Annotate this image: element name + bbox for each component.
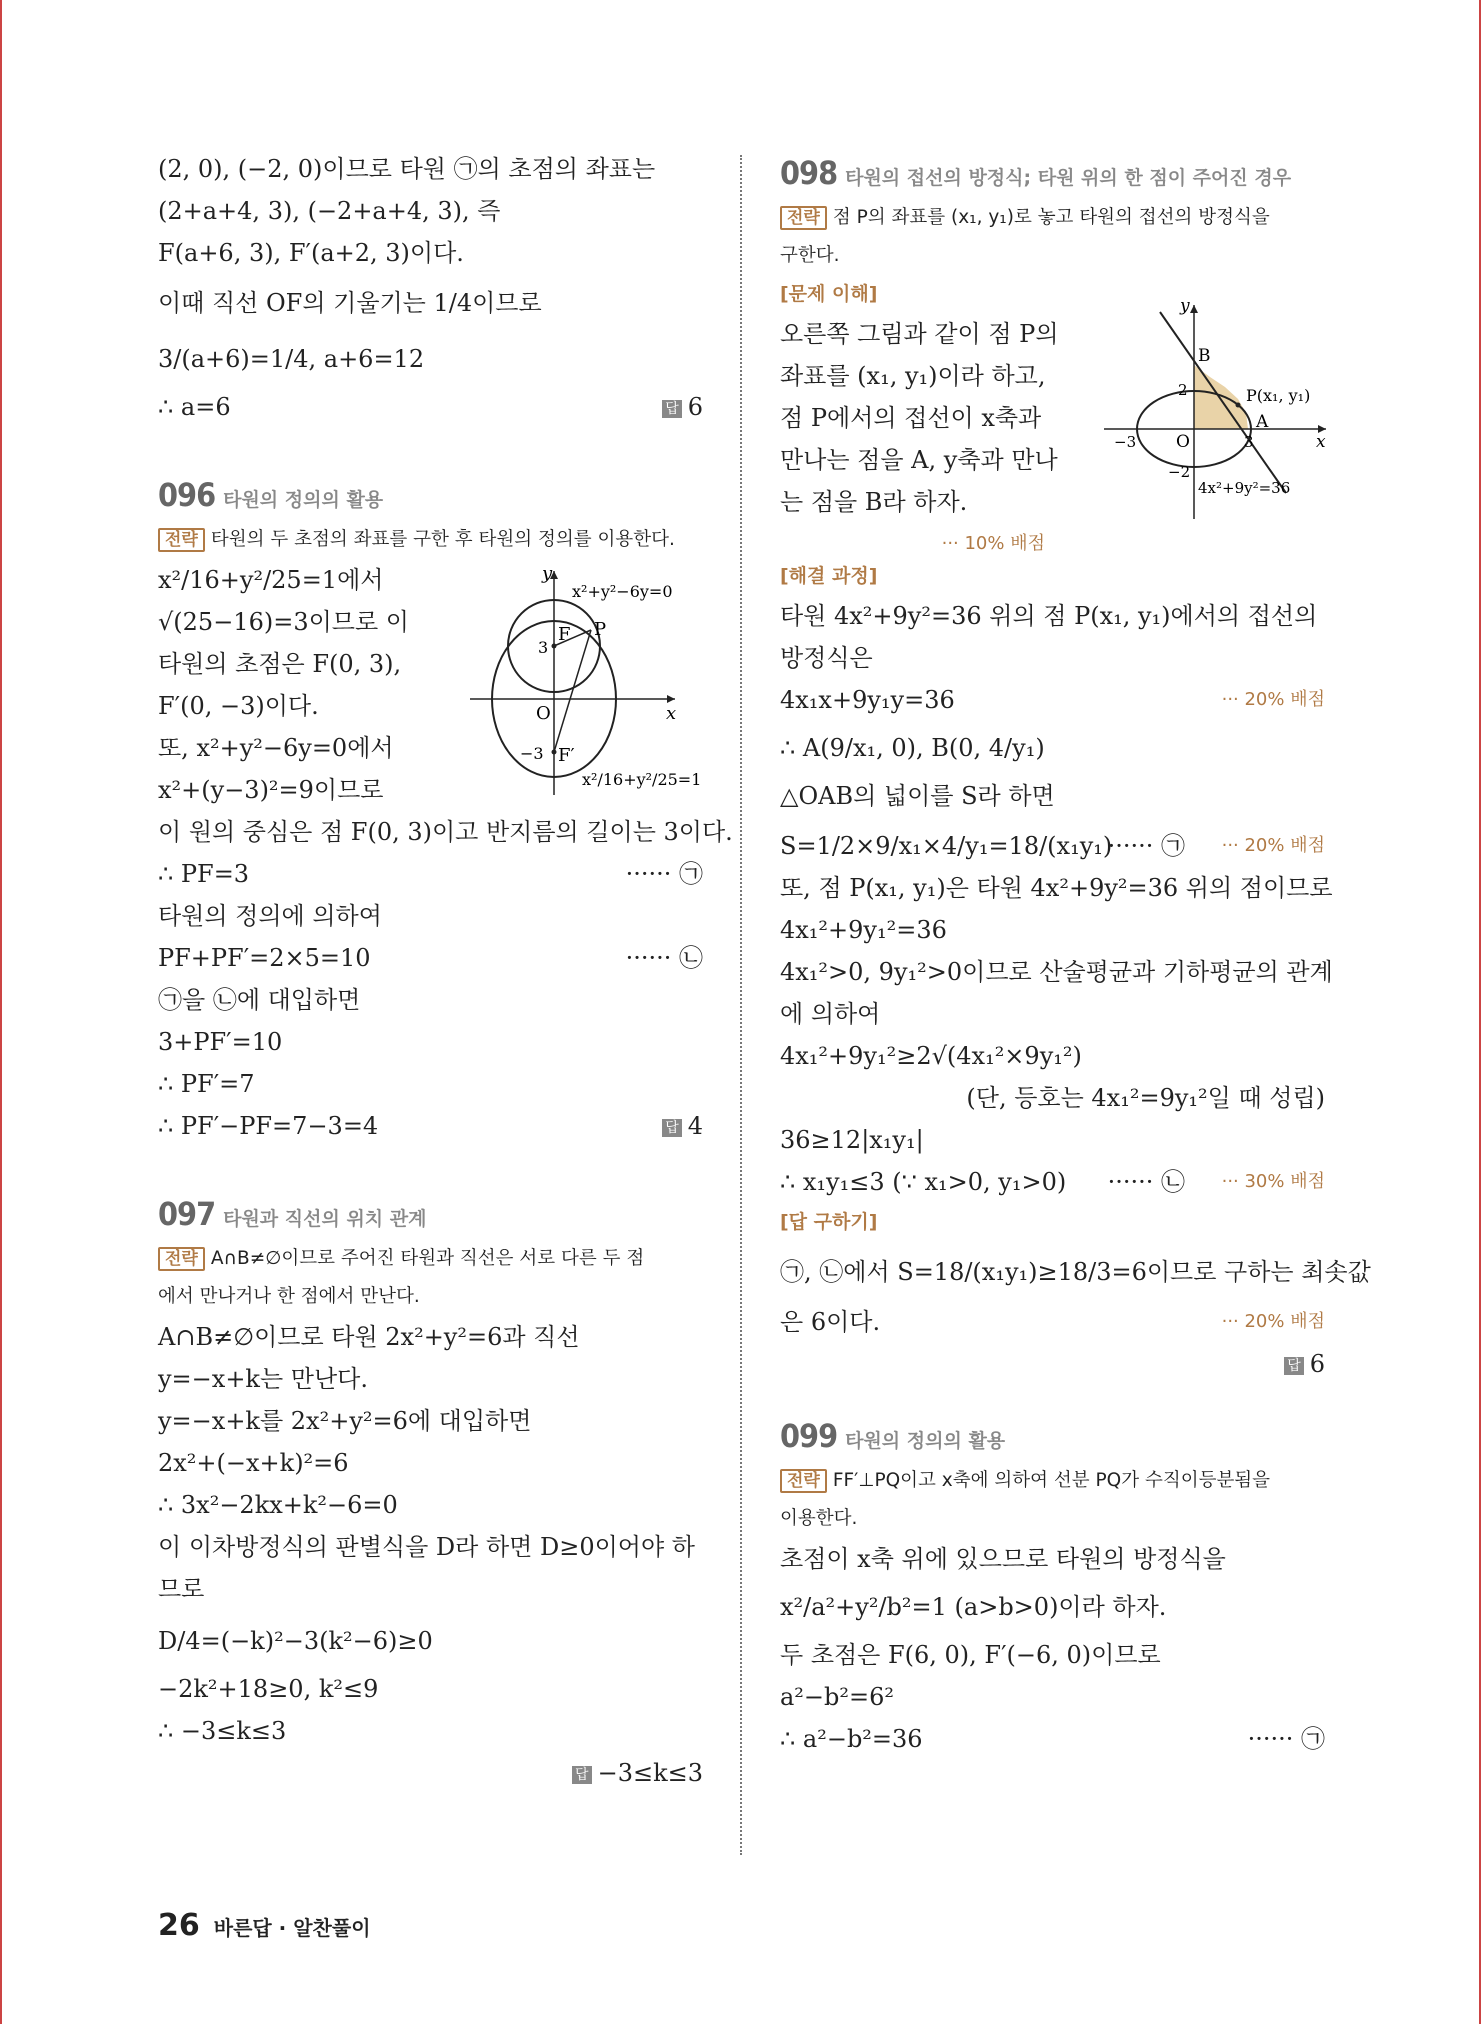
equation-text: 4x₁x+9y₁y=36 [780,686,955,714]
answer-value: −3≤k≤3 [597,1759,703,1787]
strategy-tag: 전략 [780,1469,827,1493]
answer-label: 답 [1284,1357,1304,1375]
focus-f-label: F [558,624,571,645]
text-line: x²/16+y²/25=1에서 [158,566,384,594]
text-line [158,1105,703,1147]
strategy-text: 타원의 두 초점의 좌표를 구한 후 타원의 정의를 이용한다. [210,529,675,550]
section-title: 타원의 정의의 활용 [223,489,384,511]
text-line: ㉠을 ㉡에 대입하면 [158,986,361,1014]
origin-label: O [1176,432,1190,452]
answer-value: 4 [687,1112,703,1140]
answer-label: 답 [662,1119,682,1137]
ellipse-equation: x²/16+y²/25=1 [582,770,702,789]
marker-1: ······ ㉠ [1107,832,1185,860]
score-final: ··· 20% 배점 [1221,1311,1325,1332]
tick-3: 3 [1244,433,1254,451]
text-line: 타원의 정의에 의하여 [158,902,382,930]
equation-text: ∴ PF′−PF=7−3=4 [158,1112,379,1140]
column-divider [740,155,742,1855]
marker-2: ······ ㉡ [1107,1168,1185,1196]
text-line: 에 의하여 [780,1000,881,1028]
page-number: 26 [158,1908,200,1943]
section-number: 098 [780,154,838,192]
score-area: ··· 20% 배점 [1221,835,1325,856]
text-line: x²+(y−3)²=9이므로 [158,776,384,804]
answer-096 [662,1105,703,1147]
text-line: 또, x²+y²−6y=0에서 [158,734,394,762]
text-line: a²−b²=6² [780,1683,895,1711]
text-line: 두 초점은 F(6, 0), F′(−6, 0)이므로 [780,1641,1161,1669]
text-line: D/4=(−k)²−3(k²−6)≥0 [158,1627,433,1655]
section-096-header [158,474,703,521]
tick-minus3: −3 [1114,433,1137,451]
text-line [780,679,1325,721]
text-line [158,386,703,428]
text-line: ㉠, ㉡에서 S=18/(x₁y₁)≥18/3=6이므로 구하는 최솟값 [780,1258,1371,1286]
text-line: 4x₁²+9y₁²≥2√(4x₁²×9y₁²) [780,1042,1082,1070]
equation-line: 3/(a+6)=1/4, a+6=12 [158,345,425,373]
text-line: 타원의 초점은 F(0, 3), [158,650,402,678]
text-line: 타원 4x²+9y²=36 위의 점 P(x₁, y₁)에서의 접선의 [780,602,1318,630]
section-096-body [158,559,733,1147]
section-number: 096 [158,476,216,514]
text-line: 오른쪽 그림과 같이 점 P의 [780,320,1059,348]
text-line: x²/a²+y²/b²=1 (a>b>0)이라 하자. [780,1593,1167,1621]
answer-value: 6 [1309,1350,1325,1378]
answer-label: 답 [662,400,682,418]
marker-1: ······ ㉠ [625,860,703,888]
tick-2: 2 [1178,381,1188,399]
tick-3: 3 [538,638,549,657]
answer-value: 6 [687,393,703,421]
text-line: 므로 [158,1575,205,1603]
y-axis-label: y [1180,297,1190,316]
sub-heading-answer: [답 구하기] [780,1211,878,1233]
text-line: −2k²+18≥0, k²≤9 [158,1675,379,1703]
point-b-label: B [1198,346,1211,366]
text-line: y=−x+k는 만난다. [158,1365,368,1393]
score-line [780,523,1325,557]
strategy-tag: 전략 [158,1247,205,1271]
strategy-text: 점 P의 좌표를 (x₁, y₁)로 놓고 타원의 접선의 방정식을 [832,207,1270,228]
left-column [158,148,733,1794]
text-line: √(25−16)=3이므로 이 [158,608,409,636]
strategy [780,199,1325,237]
x-axis-label: x [666,703,677,724]
left-page-edge [0,0,2,2024]
text-line [780,825,1325,867]
score-tangent: ··· 20% 배점 [1221,689,1325,710]
text-line: 4x₁²+9y₁²=36 [780,916,947,944]
marker-1: ······ ㉠ [1247,1725,1325,1753]
strategy-tag: 전략 [780,206,827,230]
answer-label: 답 [572,1766,592,1784]
section-098-header [780,152,1325,199]
origin-label: O [536,703,551,724]
final-text: 은 6이다. [780,1308,881,1336]
text-line: ∴ 3x²−2kx+k²−6=0 [158,1491,398,1519]
text-line: 2x²+(−x+k)²=6 [158,1449,349,1477]
section-title: 타원과 직선의 위치 관계 [223,1208,427,1230]
section-097-header [158,1193,703,1240]
focus-f-prime-label: F′ [558,745,575,766]
equation-text: ∴ a²−b²=36 [780,1725,923,1753]
strategy-tag: 전략 [158,528,205,552]
strategy-cont: 이용한다. [780,1508,858,1529]
point-p-label: P [594,619,607,640]
text-line: 초점이 x축 위에 있으므로 타원의 방정식을 [780,1545,1226,1573]
equation-text: S=1/2×9/x₁×4/y₁=18/(x₁y₁) [780,832,1113,860]
text-line: F′(0, −3)이다. [158,692,319,720]
strategy-cont: 에서 만나거나 한 점에서 만난다. [158,1286,420,1307]
section-number: 097 [158,1195,216,1233]
text-line: 방정식은 [780,644,873,672]
text-line: ∴ A(9/x₁, 0), B(0, 4/y₁) [780,734,1045,762]
text-line: 점 P에서의 접선이 x축과 [780,404,1042,432]
sub-heading-understand: [문제 이해] [780,283,878,305]
y-axis-label: y [542,563,553,584]
text-line [158,937,703,979]
text-line [780,1718,1325,1760]
book-title: 바른답 · 알찬풀이 [213,1916,371,1940]
point-a-label: A [1256,412,1269,432]
text-line: 36≥12|x₁y₁| [780,1126,924,1154]
page-footer [158,1908,371,1943]
text-line [780,1161,1325,1203]
text-line: 는 점을 B라 하자. [780,488,968,516]
text-line: (2, 0), (−2, 0)이므로 타원 ㉠의 초점의 좌표는 [158,155,656,183]
text-line: F(a+6, 3), F′(a+2, 3)이다. [158,239,464,267]
text-line: 또, 점 P(x₁, y₁)은 타원 4x²+9y²=36 위의 점이므로 [780,874,1333,902]
text-line: 이때 직선 OF의 기울기는 1/4이므로 [158,289,542,317]
sub-heading-solve: [해결 과정] [780,565,878,587]
right-column [780,148,1371,1760]
strategy-cont: 구한다. [780,245,840,266]
score-understand: ··· 10% 배점 [941,533,1045,554]
equation-text: ∴ x₁y₁≤3 (∵ x₁>0, y₁>0) [780,1168,1067,1196]
marker-2: ······ ㉡ [625,944,703,972]
text-line: A∩B≠∅이므로 타원 2x²+y²=6과 직선 [158,1323,580,1351]
text-line: 3+PF′=10 [158,1028,283,1056]
section-title: 타원의 접선의 방정식; 타원 위의 한 점이 주어진 경우 [845,167,1292,189]
text-line: ∴ −3≤k≤3 [158,1717,287,1745]
ellipse-equation: 4x²+9y²=36 [1198,479,1291,497]
text-line: 이 원의 중심은 점 F(0, 3)이고 반지름의 길이는 3이다. [158,818,733,846]
answer-098 [780,1343,1325,1385]
text-line [158,853,703,895]
point-p-label: P(x₁, y₁) [1246,386,1311,405]
strategy-text: FF′⊥PQ이고 x축에 의하여 선분 PQ가 수직이등분됨을 [832,1470,1271,1491]
equation-text: ∴ PF=3 [158,860,250,888]
text-line: 이 이차방정식의 판별식을 D라 하면 D≥0이어야 하 [158,1533,695,1561]
text-line: 만나는 점을 A, y축과 만나 [780,446,1058,474]
conclusion-text: ∴ a=6 [158,393,231,421]
score-ineq: ··· 30% 배점 [1221,1171,1325,1192]
equation-text: PF+PF′=2×5=10 [158,944,371,972]
strategy-text: A∩B≠∅이므로 주어진 타원과 직선은 서로 다른 두 점 [210,1248,645,1269]
circle-equation: x²+y²−6y=0 [572,582,673,601]
tick-minus3: −3 [520,744,544,763]
strategy [158,1240,703,1278]
strategy [780,1462,1325,1500]
strategy [158,521,703,559]
answer-095 [662,386,703,428]
section-099-header [780,1415,1325,1462]
text-line: ∴ PF′=7 [158,1070,255,1098]
text-line: 4x₁²>0, 9y₁²>0이므로 산술평균과 기하평균의 관계 [780,958,1333,986]
tick-minus2: −2 [1168,463,1191,481]
understand-block [780,297,1326,557]
text-line: (단, 등호는 4x₁²=9y₁²일 때 성립) [966,1084,1325,1112]
text-line: (2+a+4, 3), (−2+a+4, 3), 즉 [158,197,501,225]
text-line: 좌표를 (x₁, y₁)이라 하고, [780,362,1046,390]
text-line: △OAB의 넓이를 S라 하면 [780,782,1055,810]
answer-097 [158,1752,703,1794]
section-title: 타원의 정의의 활용 [845,1430,1006,1452]
text-line [780,1301,1325,1343]
text-line: y=−x+k를 2x²+y²=6에 대입하면 [158,1407,532,1435]
section-number: 099 [780,1417,838,1455]
x-axis-label: x [1316,432,1326,452]
